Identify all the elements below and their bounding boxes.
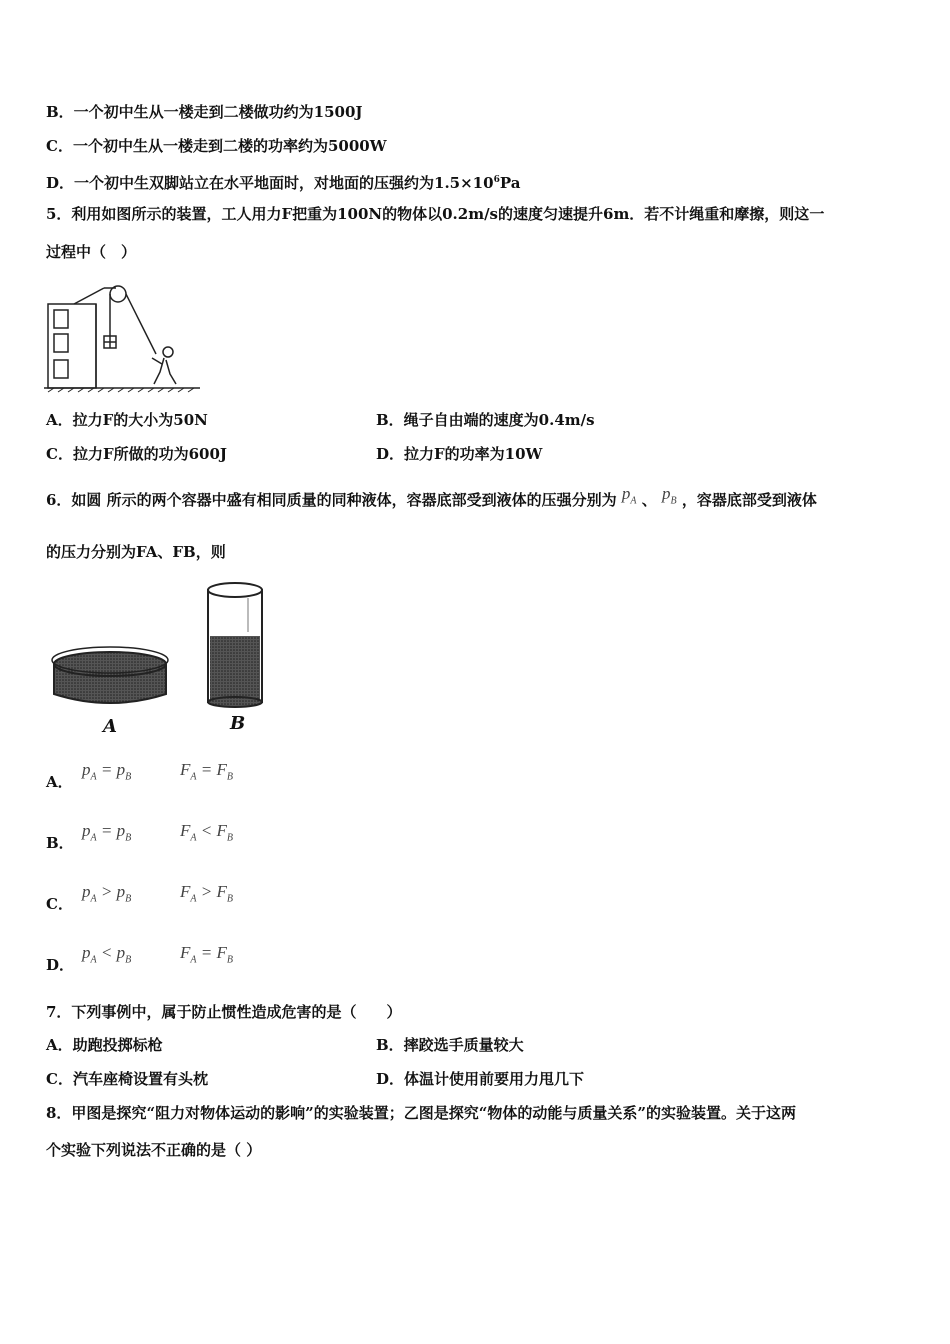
q6-stem-text-a: 6．如圆 所示的两个容器中盛有相同质量的同种液体，容器底部受到液体的压强分别为: [46, 491, 617, 509]
q7-option-c: C．汽车座椅设置有头枕: [46, 1070, 208, 1088]
q6-figure-label-a: A: [103, 716, 117, 737]
q6-pb-var: p: [662, 484, 671, 503]
q5-stem-line1: 5．利用如图所示的装置，工人用力F把重为100N的物体以0.2m/s的速度匀速提升6m．若不计绳重和摩擦，则这一: [46, 205, 825, 223]
q8-stem-line2: 个实验下列说法不正确的是（ ）: [46, 1141, 262, 1159]
q6-option-label: C．: [46, 895, 73, 913]
q6-pb: [662, 484, 677, 507]
q6-pb-sub: B: [670, 495, 677, 507]
q6-option-label: A．: [46, 773, 73, 791]
q5-option-a: A．拉力F的大小为50N: [46, 411, 208, 429]
q7-option-d: D．体温计使用前要用力甩几下: [376, 1070, 585, 1088]
q4-option-d-unit: Pa: [499, 174, 521, 192]
q6-option-pressure: $p_A > p_B$: [82, 882, 132, 905]
q5-pulley-figure: [44, 274, 204, 394]
q7-option-a: A．助跑投掷标枪: [46, 1036, 163, 1054]
q6-option-force: $F_A = F_B$: [180, 943, 233, 966]
q4-option-d: [46, 170, 520, 193]
q4-option-b: B．一个初中生从一楼走到二楼做功约为1500J: [46, 103, 363, 121]
q6-figure-label-b: B: [230, 713, 246, 734]
q8-stem-line1: 8．甲图是探究“阻力对物体运动的影响”的实验装置；乙图是探究“物体的动能与质量关系”的实验装置。关于这两: [46, 1104, 796, 1122]
q6-option-pressure: $p_A < p_B$: [82, 943, 132, 966]
q4-option-d-text: D．一个初中生双脚站立在水平地面时，对地面的压强约为1.5×10: [46, 174, 494, 192]
q6-option-pressure: $p_A = p_B$: [82, 821, 132, 844]
q5-option-c: C．拉力F所做的功为600J: [46, 445, 227, 463]
q6-pa-var: p: [621, 484, 631, 503]
q6-pa-sub: A: [630, 495, 637, 507]
q7-stem: 7．下列事例中，属于防止惯性造成危害的是（ ）: [46, 1003, 402, 1021]
q6-option-label: D．: [46, 956, 75, 974]
q4-option-c: C．一个初中生从一楼走到二楼的功率约为5000W: [46, 137, 387, 155]
q5-stem-line2: 过程中（ ）: [46, 243, 137, 261]
q5-option-d: D．拉力F的功率为10W: [376, 445, 543, 463]
q4-option-d-exponent: 6: [493, 175, 500, 185]
q6-option-force: $F_A > F_B$: [180, 882, 233, 905]
q6-option-label: B．: [46, 834, 74, 852]
q7-option-b: B．摔跤选手质量较大: [376, 1036, 524, 1054]
q6-stem-line1: [46, 484, 817, 517]
q6-option-pressure: $p_A = p_B$: [82, 760, 132, 783]
q6-stem-line2: 的压力分别为FA、FB，则: [46, 543, 226, 561]
q5-option-b: B．绳子自由端的速度为0.4m/s: [376, 411, 595, 429]
q6-pa: [621, 484, 637, 507]
q6-separator: 、: [641, 491, 657, 509]
q6-stem-text-b: ，容器底部受到液体: [681, 491, 817, 509]
q6-option-force: $F_A = F_B$: [180, 760, 233, 783]
q6-containers-figure: [50, 580, 280, 740]
q6-option-force: $F_A < F_B$: [180, 821, 233, 844]
